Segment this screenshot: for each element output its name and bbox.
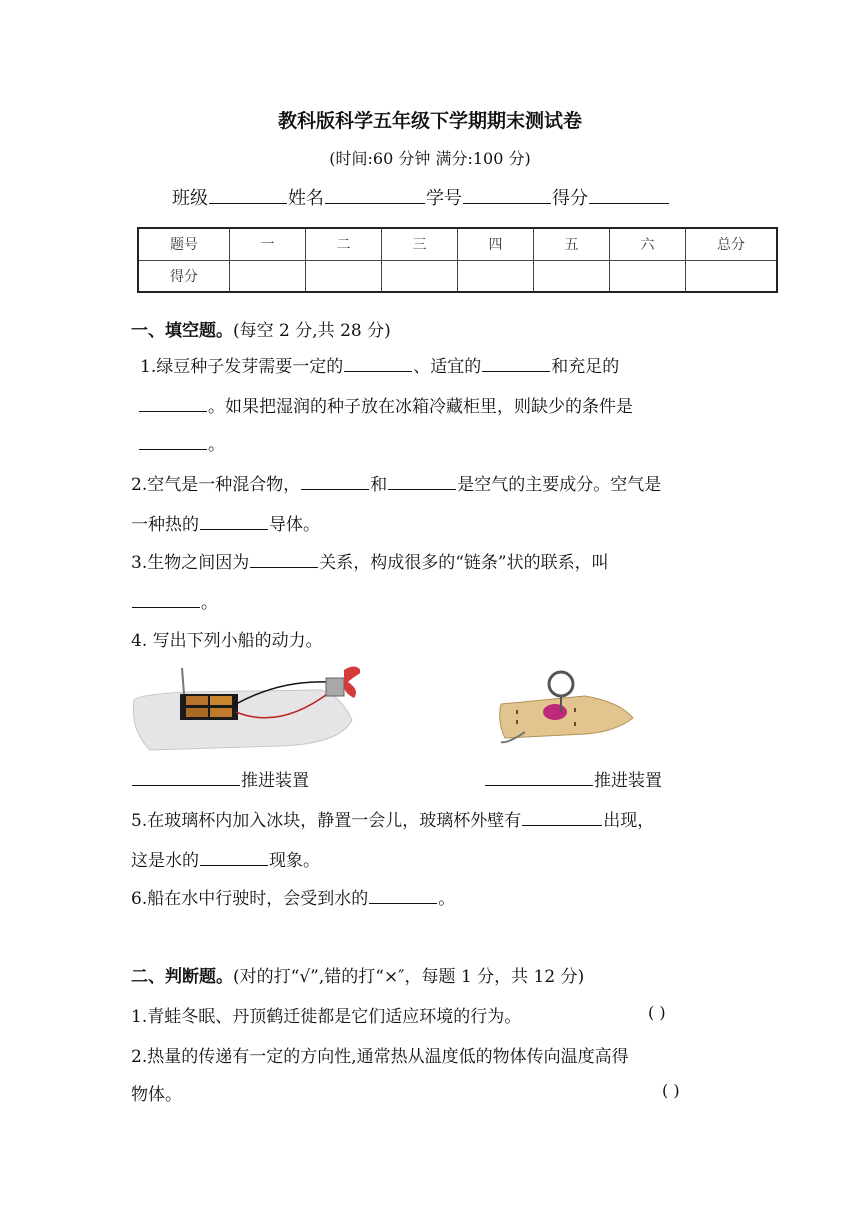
q1-text-c: 和充足的	[551, 357, 620, 377]
q2-line1	[131, 470, 661, 495]
q2-text-c: 是空气的主要成分。空气是	[457, 475, 662, 495]
q2-blank-3[interactable]	[200, 511, 268, 530]
score-table-header-cell: 三	[382, 228, 458, 260]
q1-blank-3[interactable]	[139, 393, 207, 412]
q4-blank-2[interactable]	[485, 767, 593, 786]
q3-text-a: 3.生物之间因为	[131, 553, 250, 573]
q3-blank-1[interactable]	[250, 549, 318, 568]
score-table-header-cell: 题号	[138, 228, 230, 260]
score-cell[interactable]	[610, 260, 686, 292]
q1-text-a: 1.绿豆种子发芽需要一定的	[140, 357, 344, 377]
score-table	[137, 227, 778, 293]
score-cell[interactable]	[230, 260, 306, 292]
judge-q2-answer-paren[interactable]: ( )	[662, 1081, 680, 1100]
name-blank[interactable]	[325, 185, 425, 204]
q5-line1	[131, 806, 654, 831]
q4-answer-right	[484, 766, 662, 791]
q1-line1	[140, 352, 619, 377]
section2-title: 二、判断题。	[131, 967, 233, 987]
q4-blank-1[interactable]	[132, 767, 240, 786]
page-title: 教科版科学五年级下学期期末测试卷	[277, 110, 582, 132]
section1-note: (每空 2 分,共 28 分)	[233, 321, 391, 341]
score-table-header-cell: 四	[458, 228, 534, 260]
judge-q1-answer-paren[interactable]: ( )	[648, 1003, 666, 1022]
q5-text-d: 现象。	[269, 851, 320, 871]
q2-line2	[131, 510, 320, 535]
q1-line2	[138, 392, 633, 417]
q4-answer-left	[131, 766, 309, 791]
q6-blank-1[interactable]	[369, 885, 437, 904]
q5-blank-1[interactable]	[522, 807, 602, 826]
section1-heading	[131, 316, 391, 341]
q1-blank-1[interactable]	[344, 353, 412, 372]
score-table-header-cell: 一	[230, 228, 306, 260]
class-label: 班级	[172, 188, 208, 209]
score-table-header-cell: 六	[610, 228, 686, 260]
name-label: 姓名	[288, 188, 324, 209]
score-cell[interactable]	[534, 260, 610, 292]
q6-text-a: 6.船在水中行驶时，会受到水的	[131, 889, 369, 909]
score-table-header-cell: 五	[534, 228, 610, 260]
q1-text-b: 、适宜的	[413, 357, 482, 377]
q6-line	[131, 884, 455, 909]
q1-line3	[138, 430, 225, 455]
score-cell[interactable]	[458, 260, 534, 292]
q4-suffix-left: 推进装置	[241, 771, 309, 791]
class-blank[interactable]	[209, 185, 287, 204]
rubber-band-boat-image	[495, 662, 635, 752]
q3-text-b: 关系，构成很多的“链条”状的联系，叫	[319, 553, 609, 573]
q2-blank-2[interactable]	[388, 471, 456, 490]
score-row-label: 得分	[138, 260, 230, 292]
q1-text-e: 。	[208, 435, 225, 455]
score-table-score-row	[138, 260, 777, 292]
judge-q1: 1.青蛙冬眠、丹顶鹤迁徙都是它们适应环境的行为。	[131, 1007, 522, 1027]
score-blank[interactable]	[589, 185, 669, 204]
score-label: 得分	[552, 188, 588, 209]
q1-blank-4[interactable]	[139, 431, 207, 450]
q4-suffix-right: 推进装置	[594, 771, 662, 791]
section1-title: 一、填空题。	[131, 321, 233, 341]
q2-text-d: 一种热的	[131, 515, 199, 535]
q5-text-c: 这是水的	[131, 851, 199, 871]
q6-text-b: 。	[438, 889, 456, 909]
number-blank[interactable]	[463, 185, 551, 204]
battery-boat-image	[130, 660, 360, 752]
score-cell[interactable]	[306, 260, 382, 292]
q3-line1	[131, 548, 609, 573]
score-cell[interactable]	[382, 260, 458, 292]
q2-text-a: 2.空气是一种混合物，	[131, 475, 301, 495]
q5-text-a: 5.在玻璃杯内加入冰块，静置一会儿，玻璃杯外壁有	[131, 811, 522, 831]
judge-q2-line1: 2.热量的传递有一定的方向性,通常热从温度低的物体传向温度高得	[131, 1047, 629, 1067]
exam-subtitle: (时间:60 分钟 满分:100 分)	[329, 149, 531, 168]
q3-line2	[131, 588, 218, 613]
q3-blank-2[interactable]	[132, 589, 200, 608]
score-table-header-cell: 总分	[686, 228, 778, 260]
score-table-header-cell: 二	[306, 228, 382, 260]
q5-text-b: 出现，	[603, 811, 655, 831]
student-info-line	[172, 184, 670, 210]
q2-text-b: 和	[370, 475, 388, 495]
number-label: 学号	[426, 188, 462, 209]
q2-text-e: 导体。	[269, 515, 320, 535]
judge-q2-line2: 物体。	[131, 1085, 182, 1105]
section2-heading	[131, 962, 584, 987]
q5-blank-2[interactable]	[200, 847, 268, 866]
q5-line2	[131, 846, 320, 871]
q1-text-d: 。如果把湿润的种子放在冰箱冷藏柜里，则缺少的条件是	[208, 397, 633, 417]
score-cell[interactable]	[686, 260, 778, 292]
q1-blank-2[interactable]	[482, 353, 550, 372]
q3-text-c: 。	[201, 593, 218, 613]
q4-text: 4. 写出下列小船的动力。	[131, 631, 323, 651]
section2-note: (对的打“√”,错的打“×″，每题 1 分，共 12 分)	[233, 967, 585, 987]
q2-blank-1[interactable]	[301, 471, 369, 490]
score-table-header-row	[138, 228, 777, 260]
